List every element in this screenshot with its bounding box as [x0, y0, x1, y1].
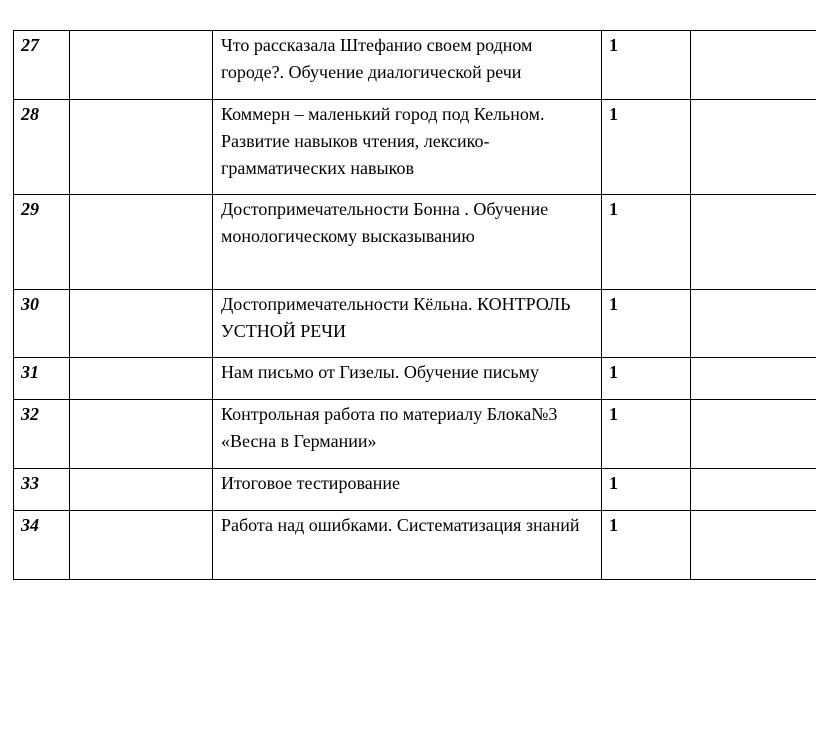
- table-row: [14, 469, 816, 511]
- table-row: [14, 511, 816, 580]
- table-row: [14, 290, 816, 358]
- lesson-number: 29: [14, 195, 70, 290]
- lesson-number: 30: [14, 290, 70, 358]
- notes-cell: [691, 100, 816, 195]
- notes-cell: [691, 400, 816, 469]
- date-cell: [70, 100, 213, 195]
- notes-cell: [691, 290, 816, 358]
- date-cell: [70, 511, 213, 580]
- lesson-topic: Нам письмо от Гизелы. Обучение письму: [213, 358, 602, 400]
- date-cell: [70, 469, 213, 511]
- notes-cell: [691, 511, 816, 580]
- notes-cell: [691, 31, 816, 100]
- lesson-topic: Достопримечательности Кёльна. КОНТРОЛЬ УСТНОЙ РЕЧИ: [213, 290, 602, 358]
- notes-cell: [691, 469, 816, 511]
- hours-count: 1: [602, 400, 691, 469]
- date-cell: [70, 400, 213, 469]
- lesson-number: 34: [14, 511, 70, 580]
- table-row: [14, 100, 816, 195]
- hours-count: 1: [602, 469, 691, 511]
- lesson-number: 31: [14, 358, 70, 400]
- hours-count: 1: [602, 290, 691, 358]
- lesson-number: 32: [14, 400, 70, 469]
- lesson-topic: Достопримечательности Бонна . Обучение монологическому высказыванию: [213, 195, 602, 290]
- table-row: [14, 358, 816, 400]
- table-row: [14, 195, 816, 290]
- table-row: [14, 400, 816, 469]
- lesson-number: 33: [14, 469, 70, 511]
- hours-count: 1: [602, 195, 691, 290]
- lesson-topic: Работа над ошибками. Систематизация знаний: [213, 511, 602, 580]
- notes-cell: [691, 195, 816, 290]
- date-cell: [70, 358, 213, 400]
- lesson-topic: Коммерн – маленький город под Кельном. Развитие навыков чтения, лексико-грамматических навыков: [213, 100, 602, 195]
- lesson-topic: Итоговое тестирование: [213, 469, 602, 511]
- lesson-number: 28: [14, 100, 70, 195]
- lesson-topic: Что рассказала Штефанио своем родном городе?. Обучение диалогической речи: [213, 31, 602, 100]
- date-cell: [70, 195, 213, 290]
- hours-count: 1: [602, 511, 691, 580]
- hours-count: 1: [602, 31, 691, 100]
- lesson-number: 27: [14, 31, 70, 100]
- date-cell: [70, 31, 213, 100]
- date-cell: [70, 290, 213, 358]
- hours-count: 1: [602, 100, 691, 195]
- lesson-topic: Контрольная работа по материалу Блока№3 «Весна в Германии»: [213, 400, 602, 469]
- notes-cell: [691, 358, 816, 400]
- hours-count: 1: [602, 358, 691, 400]
- table-row: [14, 31, 816, 100]
- lesson-plan-table: [13, 30, 816, 580]
